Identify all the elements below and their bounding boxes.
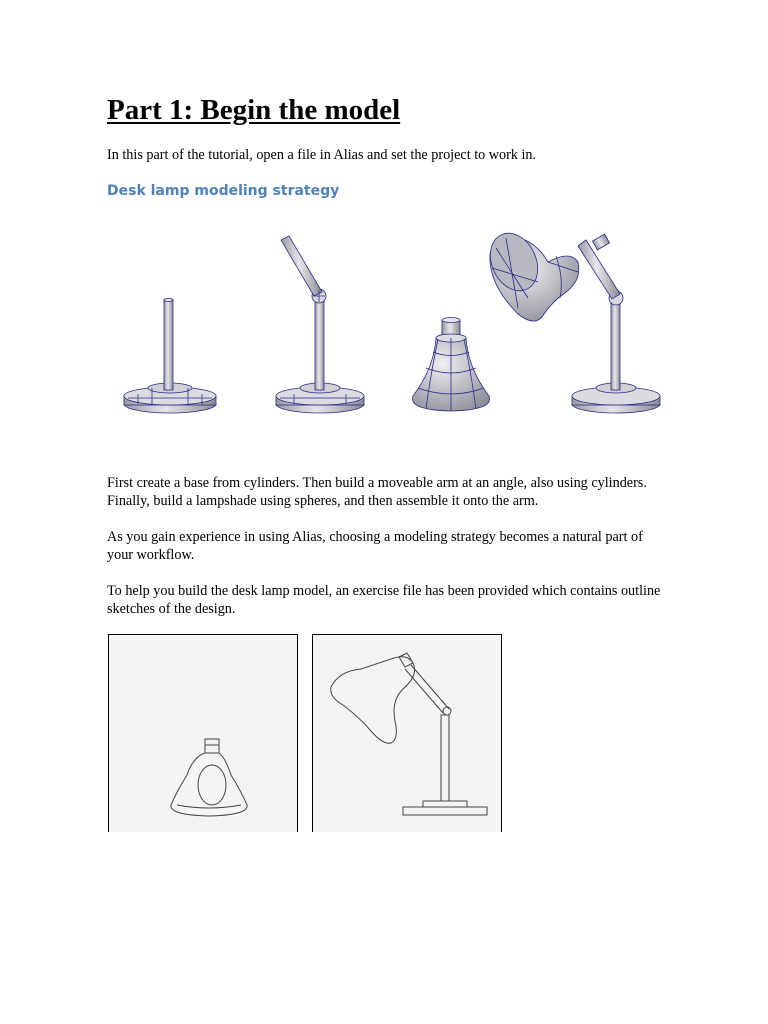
strategy-paragraph: First create a base from cylinders. Then build a moveable arm at an angle, also using cylinders. Finally, build a lampshade using spheres, and then assemble it onto the arm. xyxy=(107,475,647,509)
lamp-step-base-with-angled-arm xyxy=(276,236,364,413)
page-title: Part 1: Begin the model xyxy=(107,94,401,126)
front-view-sketch xyxy=(108,634,298,832)
lamp-step-base-with-post xyxy=(124,299,216,414)
experience-paragraph: As you gain experience in using Alias, choosing a modeling strategy becomes a natural part of your workflow. xyxy=(107,529,643,563)
modeling-strategy-figure xyxy=(108,228,668,428)
intro-paragraph: In this part of the tutorial, open a file in Alias and set the project to work in. xyxy=(107,147,537,163)
lamp-step-lampshade xyxy=(412,318,489,412)
section-heading: Desk lamp modeling strategy xyxy=(107,183,340,199)
side-view-sketch xyxy=(312,634,502,832)
lamp-step-assembled xyxy=(481,228,660,413)
exercise-file-paragraph: To help you build the desk lamp model, an exercise file has been provided which contains outline sketches of the design. xyxy=(107,583,661,617)
